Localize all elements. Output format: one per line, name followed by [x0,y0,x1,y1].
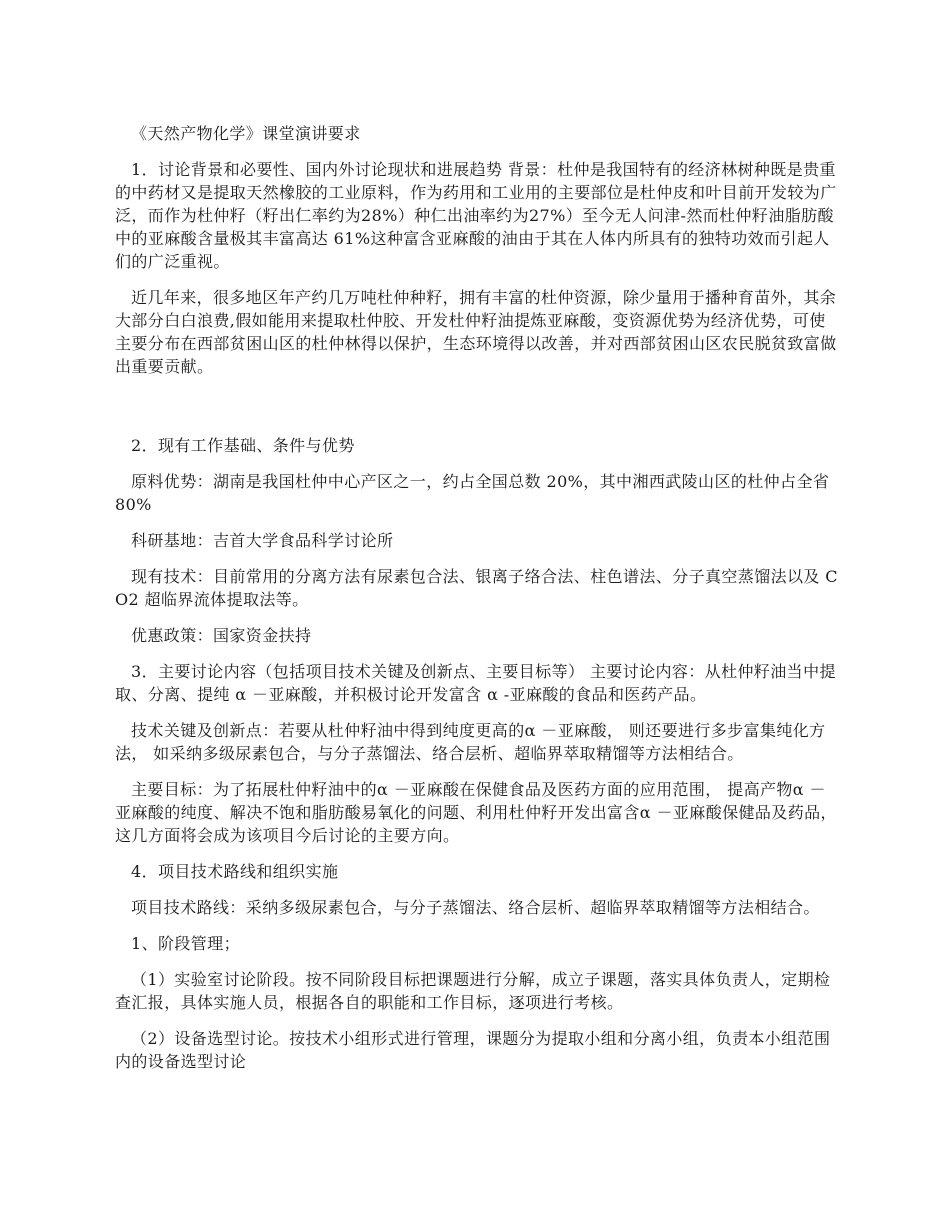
paragraph-tech-route: 项目技术路线：采纳多级尿素包合，与分子蒸馏法、络合层析、超临界萃取精馏等方法相结合。 [131,898,820,917]
section-heading-4: 4．项目技术路线和组织实施 [131,862,339,881]
document-title: 《天然产物化学》课堂演讲要求 [131,124,361,143]
paragraph-resources: 近几年来，很多地区年产约几万吨杜仲种籽，拥有丰富的杜仲资源，除少量用于播种育苗外，其余大部分白白浪费,假如能用来提取杜仲胶、开发杜仲籽油提炼亚麻酸，变资源优势为经济优势，可使主要分布在西部贫困山区的杜仲林得以保护，生态环境得以改善，并对西部贫困山区农民脱贫致富做出重要贡献。 [115,288,837,376]
paragraph-existing-tech: 现有技术：目前常用的分离方法有尿素包合法、银离子络合法、柱色谱法、分子真空蒸馏法以及 CO2 超临界流体提取法等。 [115,567,838,609]
paragraph-key-tech: 技术关键及创新点：若要从杜仲籽油中得到纯度更高的α －亚麻酸， 则还要进行多步富集纯化方法， 如采纳多级尿素包合，与分子蒸馏法、络合层析、超临界萃取精馏等方法相结合。 [115,721,826,763]
paragraph-raw-material: 原料优势：湖南是我国杜仲中心产区之一，约占全国总数 20%，其中湘西武陵山区的杜仲占全省 80% [115,472,830,514]
document-page [115,122,840,1073]
paragraph-equipment-selection: （2）设备选型讨论。按技术小组形式进行管理，课题分为提取小组和分离小组，负责本小组范围内的设备选型讨论 [115,1029,831,1071]
paragraph-background: 1．讨论背景和必要性、国内外讨论现状和进展趋势 背景：杜仲是我国特有的经济林树种既是贵重的中药材又是提取天然橡胶的工业原料，作为药用和工业用的主要部位是杜仲皮和叶目前开发较为广泛，而作为杜仲籽（籽出仁率约为28%）种仁出油率约为27%）至今无人问津-然而杜仲籽油脂肪酸中的亚麻酸含量极其丰富高达 61%这种富含亚麻酸的油由于其在人体内所具有的独特功效而引起人们的广泛重视。 [115,160,837,271]
paragraph-lab-stage: （1）实验室讨论阶段。按不同阶段目标把课题进行分解，成立子课题，落实具体负责人，定期检查汇报，具体实施人员，根据各自的职能和工作目标，逐项进行考核。 [115,970,831,1012]
paragraph-policy: 优惠政策：国家资金扶持 [131,626,312,645]
paragraph-stage-management: 1、阶段管理； [131,934,240,953]
paragraph-research-base: 科研基地：吉首大学食品科学讨论所 [131,531,394,550]
paragraph-main-content: 3．主要讨论内容（包括项目技术关键及创新点、主要目标等） 主要讨论内容：从杜仲籽油当中提取、分离、提纯 α －亚麻酸，并积极讨论开发富含 α -亚麻酸的食品和医药产品。 [115,662,836,704]
paragraph-main-goals: 主要目标：为了拓展杜仲籽油中的α －亚麻酸在保健食品及医药方面的应用范围， 提高产物α －亚麻酸的纯度、解决不饱和脂肪酸易氧化的问题、利用杜仲籽开发出富含α －亚麻酸保健品及药品， 这几方面将会成为该项目今后讨论的主要方向。 [115,780,837,845]
section-heading-2: 2．现有工作基础、条件与优势 [131,436,355,455]
